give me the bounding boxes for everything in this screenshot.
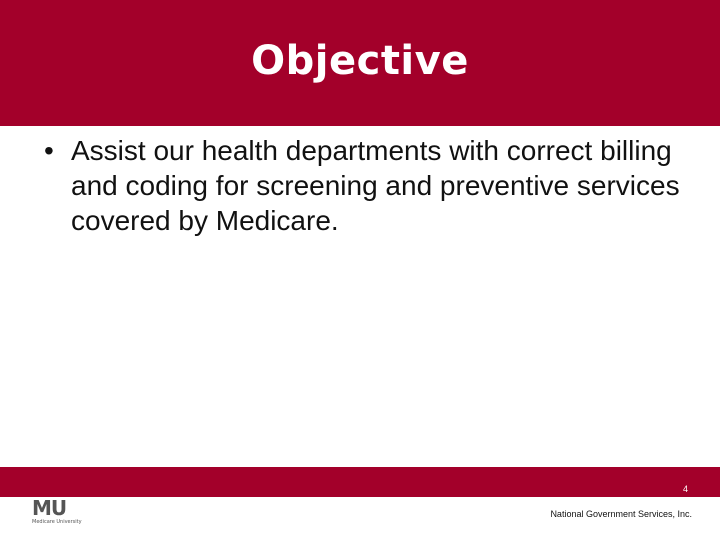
bullet-icon: • <box>44 135 54 166</box>
slide-title: Objective <box>251 38 469 84</box>
medicare-university-logo <box>30 498 90 524</box>
slide-content <box>44 133 684 238</box>
company-name: National Government Services, Inc. <box>550 509 692 519</box>
footer-bar <box>0 467 720 497</box>
bullet-text: Assist our health departments with correct billing and coding for screening and preventive services covered by Medicare. <box>71 135 680 236</box>
svg-text:MU: MU <box>32 498 67 520</box>
page-number: 4 <box>682 484 688 494</box>
title-bar <box>0 0 720 126</box>
svg-text:Medicare University: Medicare University <box>32 519 82 524</box>
bullet-item <box>44 133 684 238</box>
